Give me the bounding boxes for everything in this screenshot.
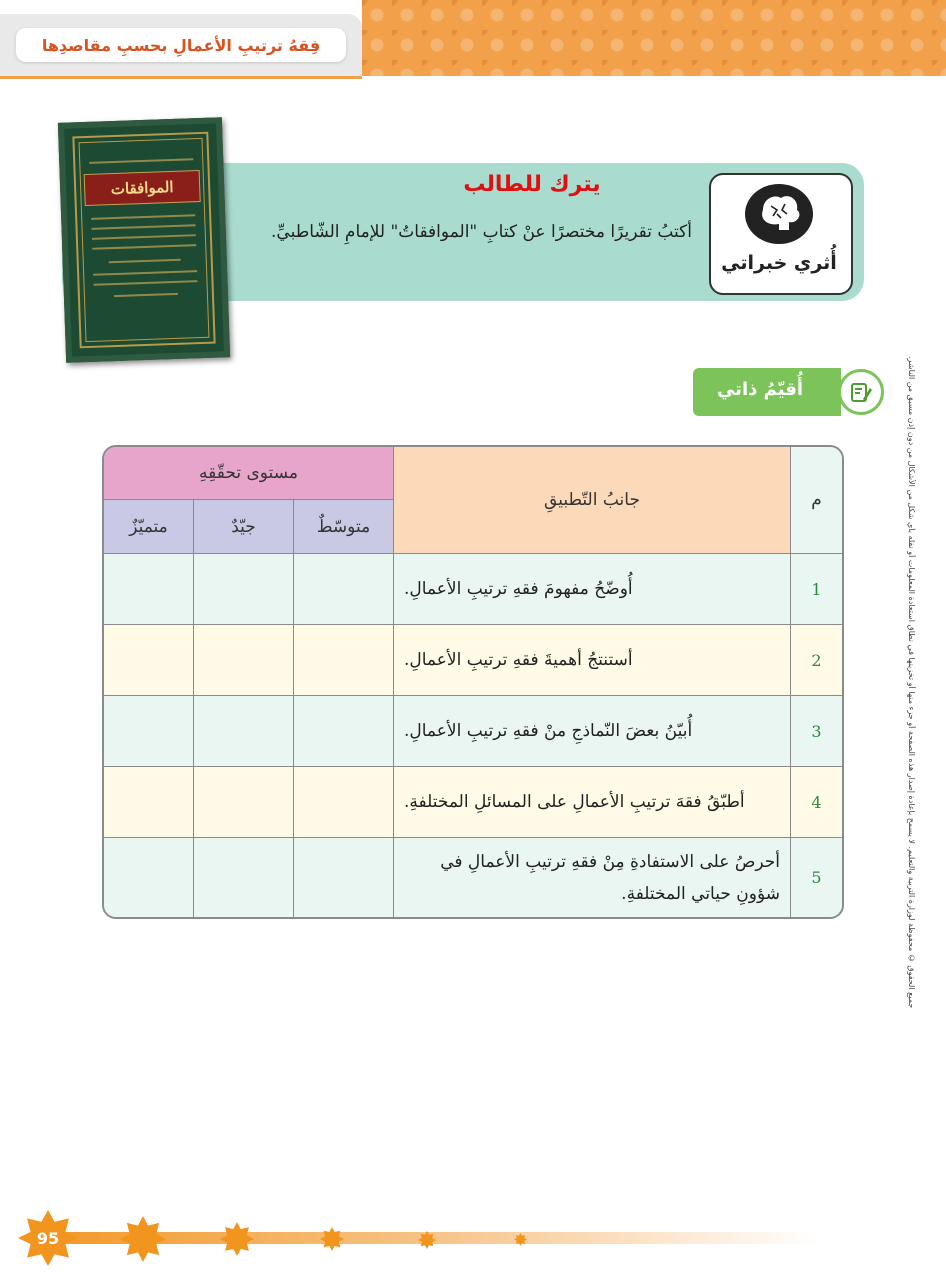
header-decorative-band [362, 0, 946, 76]
row-1-excellent-cell[interactable] [104, 554, 194, 625]
row-2-good-cell[interactable] [194, 625, 294, 696]
header-num: م [791, 447, 842, 554]
row-1-good-cell[interactable] [194, 554, 294, 625]
row-4-number: 4 [791, 767, 842, 838]
header-level: مستوى تحقّقِهِ [104, 447, 394, 500]
header-level-excellent: متميّزٌ [104, 500, 194, 554]
header-level-good: جيّدٌ [194, 500, 294, 554]
row-4-average-cell[interactable] [294, 767, 394, 838]
book-cover-image [58, 117, 230, 363]
row-5-good-cell[interactable] [194, 838, 294, 917]
row-3-excellent-cell[interactable] [104, 696, 194, 767]
page-number: 95 [36, 1228, 60, 1248]
row-3-text: أُبيّنُ بعضَ النّماذجِ منْ فقهِ ترتيبِ الأعمالِ. [394, 696, 791, 767]
row-5-excellent-cell[interactable] [104, 838, 194, 917]
row-4-excellent-cell[interactable] [104, 767, 194, 838]
pencil-checklist-icon [838, 369, 884, 415]
footer-star [220, 1222, 254, 1256]
row-3-average-cell[interactable] [294, 696, 394, 767]
row-3-good-cell[interactable] [194, 696, 294, 767]
enrich-experience-label: أُثري خبراتي [721, 252, 837, 274]
row-1-text: أُوضّحُ مفهومَ فقهِ ترتيبِ الأعمالِ. [394, 554, 791, 625]
copyright-notice: جميع الحقوق © محفوظة لوزارة التربية والتعليم. لا يسمح بإعادة إصدار هذه الصفحة أو جزء منها أو تخزينها في نطاق استعادة المعلومات أو نقله بأي شكل من الأشكال من دون إذن مسبق من الناشر. [907, 355, 916, 1008]
footer-star [320, 1227, 344, 1251]
header-aspect: جانبُ التّطبيقِ [394, 447, 791, 554]
row-1-number: 1 [791, 554, 842, 625]
page-title: فِقهُ ترتيبِ الأعمالِ بحسبِ مقاصدِها [16, 28, 346, 62]
row-3-number: 3 [791, 696, 842, 767]
footer-decorative-line [60, 1232, 820, 1244]
brain-icon [745, 184, 813, 244]
activity-heading: يترك للطالب [463, 172, 601, 197]
row-4-good-cell[interactable] [194, 767, 294, 838]
row-5-average-cell[interactable] [294, 838, 394, 917]
self-assessment-table [102, 445, 844, 919]
row-2-excellent-cell[interactable] [104, 625, 194, 696]
row-1-average-cell[interactable] [294, 554, 394, 625]
row-5-text: أحرصُ على الاستفادةِ مِنْ فقهِ ترتيبِ الأعمالِ في شؤونِ حياتي المختلفةِ. [394, 838, 791, 917]
row-4-text: أطبّقُ فقهَ ترتيبِ الأعمالِ على المسائلِ المختلفةِ. [394, 767, 791, 838]
footer-star [120, 1216, 166, 1262]
book-cover-title: الموافقات [84, 170, 201, 206]
activity-instruction: أكتبُ تقريرًا مختصرًا عنْ كتابِ "الموافقاتُ" للإمامِ الشّاطبيِّ. [271, 222, 692, 242]
row-5-number: 5 [791, 838, 842, 917]
header-level-average: متوسّطٌ [294, 500, 394, 554]
row-2-text: أستنتجُ أهميةَ فقهِ ترتيبِ الأعمالِ. [394, 625, 791, 696]
row-2-average-cell[interactable] [294, 625, 394, 696]
self-assess-label: أُقيّمُ ذاتي [716, 379, 804, 400]
row-2-number: 2 [791, 625, 842, 696]
